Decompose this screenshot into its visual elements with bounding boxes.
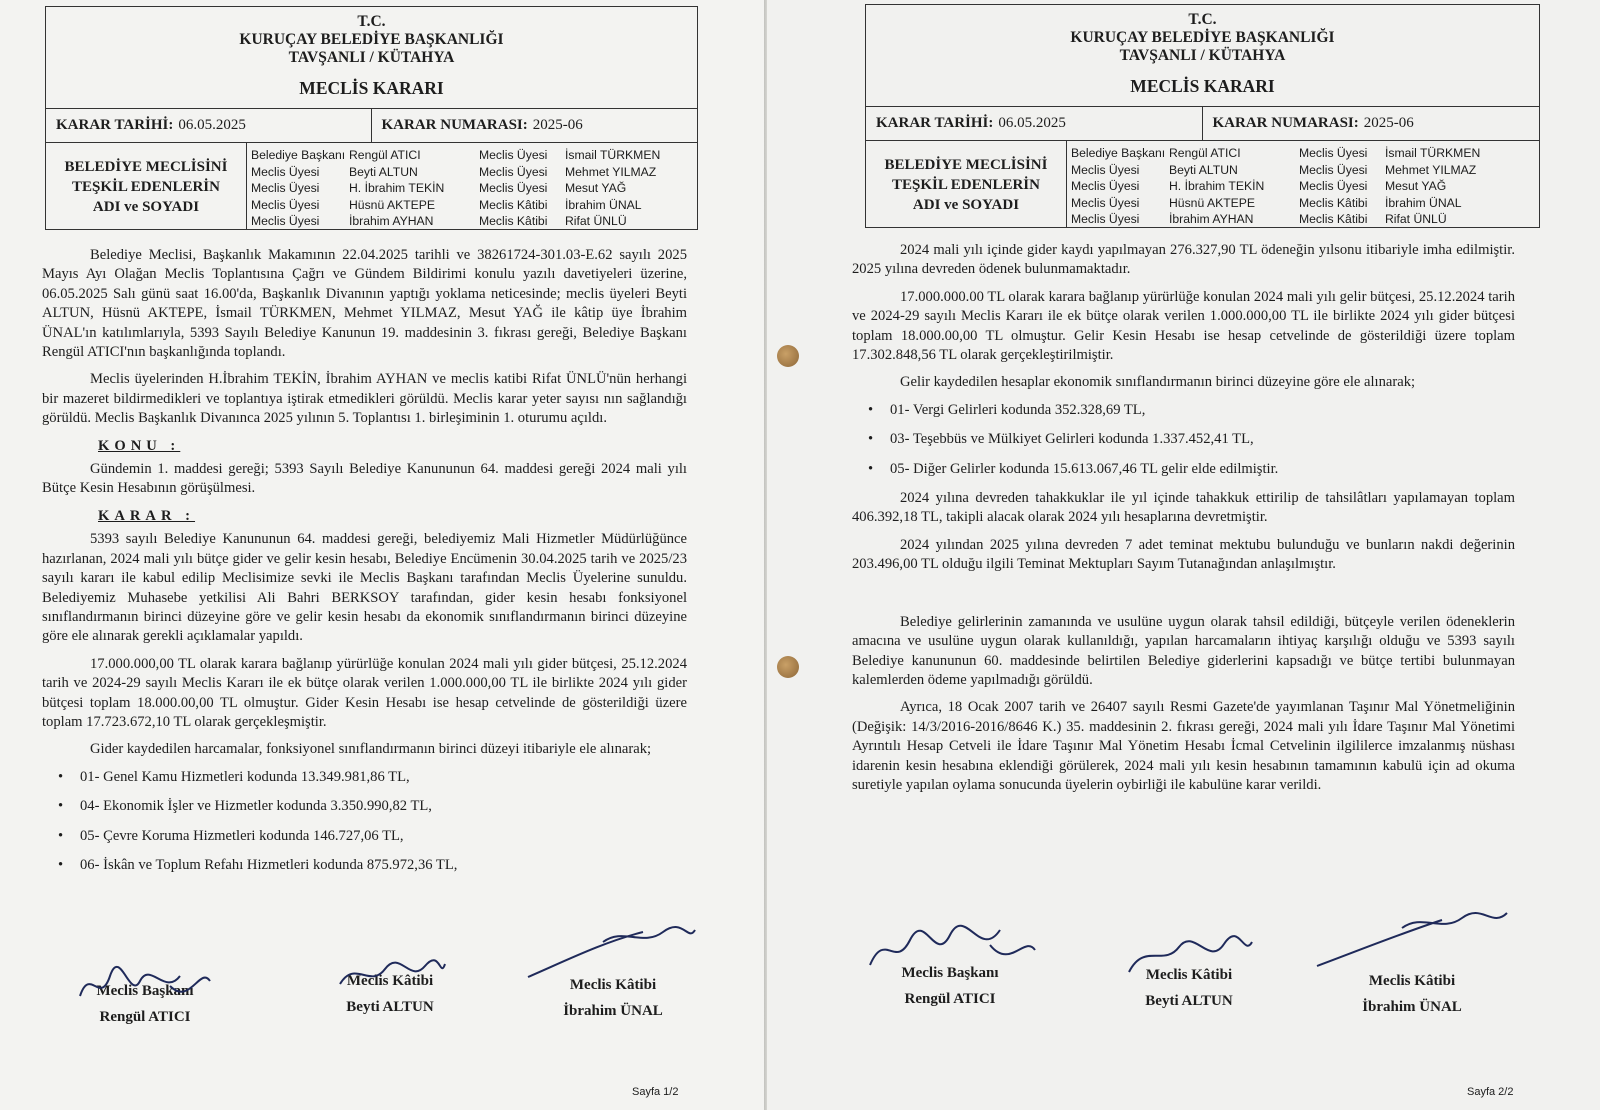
members-grid [1067, 141, 1539, 228]
member-role: Meclis Üyesi [251, 197, 320, 212]
list-item: • 06- İskân ve Toplum Refahı Hizmetleri kodunda 875.972,36 TL, [80, 856, 687, 875]
section-konu: KONU : [98, 437, 181, 454]
paragraph: 2024 mali yılı içinde gider kaydı yapılmayan 276.327,90 TL ödeneğin yılsonu itibariyle imha edilmiştir. 2025 yılına devreden ödenek bulunmamaktadır. [852, 242, 1515, 278]
signature-member [1129, 962, 1249, 1014]
members-label: BELEDİYE MECLİSİNİ TEŞKİL EDENLERİN ADI ve SOYADI [46, 143, 247, 230]
member-name: Mehmet YILMAZ [1385, 162, 1477, 177]
member-name: İbrahim AYHAN [349, 214, 434, 229]
paragraph: Gelir kaydedilen hesaplar ekonomik sınıflandırmanın birinci düzeyine göre ele alınarak; [900, 374, 1416, 391]
list-item: • 01- Genel Kamu Hizmetleri kodunda 13.349.981,86 TL, [80, 768, 687, 787]
paragraph: Gündemin 1. maddesi gereği; 5393 Sayılı Belediye Kanununun 64. maddesi gereği 2024 mali yılı Bütçe Kesin Hesabının görüşülmesi. [42, 461, 687, 497]
member-name: İsmail TÜRKMEN [565, 148, 661, 162]
member-name: Rifat ÜNLÜ [565, 214, 627, 229]
member-role: Meclis Üyesi [479, 148, 548, 162]
signature-scribble [70, 956, 220, 1016]
signature-mayor [80, 978, 210, 1030]
paragraph: Belediye gelirlerinin zamanında ve usulüne uygun olarak tahsil edildiği, bütçeyle verilen ödeneklerin amacına ve usulüne uygun olarak kullanıldığı, yapılan harcamaların ihtiyaç karşılığı olduğu ve 5393 sayılı Belediye kanununun 60. maddesinde belirtilen Belediye giderlerini kapsadığı ve bütçe tertibi bulunmayan kalemlerden ödeme yapılmadığı görüldü. [852, 613, 1515, 688]
punch-hole [777, 656, 799, 678]
org-name: KURUÇAY BELEDİYE BAŞKANLIĞI [1070, 29, 1335, 46]
doc-type: MECLİS KARARI [299, 78, 444, 98]
member-name: İbrahim AYHAN [1169, 212, 1254, 227]
doc-type: MECLİS KARARI [1130, 76, 1275, 96]
decision-meta [866, 107, 1539, 141]
signature-block [0, 960, 764, 1070]
member-role: Meclis Üyesi [1071, 212, 1140, 227]
signature-role: Meclis Başkanı [96, 983, 194, 999]
signature-role: Meclis Başkanı [901, 965, 999, 981]
signature-scribble [330, 954, 450, 994]
signature-block [767, 950, 1600, 1060]
header-box [45, 6, 698, 230]
signature-clerk [548, 972, 678, 1024]
member-name: Mehmet YILMAZ [565, 164, 657, 179]
signature-role: Meclis Kâtibi [346, 973, 434, 989]
signature-role: Meclis Kâtibi [1145, 967, 1233, 983]
signature-member [330, 968, 450, 1020]
decision-date: KARAR TARİHİ: 06.05.2025 [866, 107, 1203, 140]
signature-role: Meclis Kâtibi [1368, 973, 1456, 989]
decision-meta [46, 109, 697, 143]
member-role: Meclis Üyesi [1299, 146, 1368, 160]
member-name: Hüsnü AKTEPE [349, 197, 436, 212]
member-role: Meclis Kâtibi [1299, 212, 1368, 227]
list-item: • 05- Diğer Gelirler kodunda 15.613.067,46 TL gelir elde edilmiştir. [890, 460, 1515, 479]
signature-name: Rengül ATICI [904, 991, 996, 1007]
signature-mayor [885, 960, 1015, 1012]
signature-clerk [1347, 968, 1477, 1020]
header-title [866, 5, 1539, 107]
members-label: BELEDİYE MECLİSİNİ TEŞKİL EDENLERİN ADI ve SOYADI [866, 141, 1067, 228]
member-name: İbrahim ÜNAL [1385, 195, 1462, 210]
signature-name: İbrahim ÜNAL [563, 1003, 663, 1019]
members-grid [247, 143, 697, 230]
signature-role: Meclis Kâtibi [569, 977, 657, 993]
member-name: Rengül ATICI [349, 148, 421, 162]
list-item: • 05- Çevre Koruma Hizmetleri kodunda 146.727,06 TL, [80, 827, 687, 846]
member-role: Meclis Üyesi [251, 181, 320, 196]
decision-date: KARAR TARİHİ: 06.05.2025 [46, 109, 372, 142]
header-title [46, 7, 697, 109]
page1-body [42, 246, 687, 885]
member-name: Beyti ALTUN [1169, 162, 1238, 177]
members-table [46, 143, 697, 230]
member-role: Meclis Üyesi [251, 164, 320, 179]
paragraph: 17.000.000,00 TL olarak karara bağlanıp yürürlüğe konulan 2024 mali yılı gider bütçesi, 25.12.2024 tarih ve 2024-29 sayılı Meclis Kararı ile ek bütçe olarak verilen 1.000.000,00 TL ile birlikte 2024 yılı gider bütçesi toplam 18.000.00,00 TL olmuştur. Gider Kesin Hesabı ise hesap cetvelinde de gösterildiği üzere toplam 17.723.672,10 TL olarak gerçekleşmiştir. [42, 655, 687, 730]
tc-label: T.C. [357, 13, 386, 30]
header-box [865, 4, 1540, 228]
list-item: • 01- Vergi Gelirleri kodunda 352.328,69 TL, [890, 401, 1515, 420]
decision-number: KARAR NUMARASI: 2025-06 [381, 117, 583, 133]
signature-scribble [1124, 932, 1254, 982]
member-name: Rengül ATICI [1169, 146, 1241, 160]
member-name: Beyti ALTUN [349, 164, 418, 179]
paragraph: Gider kaydedilen harcamalar, fonksiyonel sınıflandırmanın birinci düzeyi itibariyle ele alınarak; [90, 741, 652, 758]
member-role: Meclis Üyesi [1071, 195, 1140, 210]
member-role: Meclis Üyesi [1071, 162, 1140, 177]
members-table [866, 141, 1539, 228]
member-role: Meclis Üyesi [251, 214, 320, 229]
org-place: TAVŞANLI / KÜTAHYA [1119, 47, 1286, 64]
signature-name: Beyti ALTUN [346, 999, 434, 1015]
signature-name: İbrahim ÜNAL [1362, 999, 1462, 1015]
member-role: Meclis Üyesi [1299, 162, 1368, 177]
list-item: • 04- Ekonomik İşler ve Hizmetler kodunda 3.350.990,82 TL, [80, 797, 687, 816]
tc-label: T.C. [1188, 11, 1217, 28]
member-role: Meclis Üyesi [479, 164, 548, 179]
signature-scribble [1312, 908, 1512, 968]
page2-body [852, 241, 1515, 803]
paragraph: Ayrıca, 18 Ocak 2007 tarih ve 26407 sayılı Resmi Gazete'de yayımlanan Taşınır Mal Yönetmeliğinin (Değişik: 14/3/2016-2016/8646 K.) 35. maddesinin 2. fıkrası gereği, 2024 mali yılı İdare Taşınır Mal Yönetimi Ayrıntılı Hesap Cetveli ile İdare Taşınır Mal Yönetim Hesabı İcmal Cetvelinin ilgililerce imzalanmış nüshası idarenin kesin hesabına eklendiği görülerek, 2024 mali yılı kesin hesabının tamamının kabulü için ad okuma suretiyle yapılan oylama sonucunda üyelerin oybirliği ile kabulüne karar verildi. [852, 699, 1515, 793]
member-name: Mesut YAĞ [1385, 179, 1447, 194]
org-name: KURUÇAY BELEDİYE BAŞKANLIĞI [239, 31, 504, 48]
member-name: Hüsnü AKTEPE [1169, 195, 1256, 210]
revenue-list [852, 401, 1515, 479]
member-role: Meclis Üyesi [1299, 179, 1368, 194]
member-name: Rifat ÜNLÜ [1385, 212, 1447, 227]
member-name: İsmail TÜRKMEN [1385, 146, 1481, 160]
member-name: Mesut YAĞ [565, 181, 627, 196]
signature-scribble [860, 915, 1040, 985]
paragraph: 5393 sayılı Belediye Kanununun 64. maddesi gereği, belediyemiz Mali Hizmetler Müdürlüğünce hazırlanan, 2024 mali yılı bütçe gider ve gelir kesin hesabı, Belediye Encümenin 30.04.2025 tarih ve 2025/23 sayılı kararı ile kabul edilip Meclisimize sevki ile Meclis Başkanı tarafından Meclis Üyelerine sunuldu. Belediyemiz Muhasebe yetkilisi Ali Bahri BERKSOY tarafından, gider kesin hesabı fonksiyonel sınıflandırmanın birinci düzeyine göre ve gelir kesin hesabı da ekonomik sınıflandırmanın birinci düzeyine göre ele alınarak gerekli açıklamalar yapıldı. [42, 531, 687, 645]
page-number: Sayfa 2/2 [1467, 1086, 1514, 1098]
signature-scribble [523, 922, 703, 982]
punch-hole [777, 345, 799, 367]
signature-name: Rengül ATICI [99, 1009, 191, 1025]
member-role: Meclis Kâtibi [479, 214, 548, 229]
member-name: H. İbrahim TEKİN [349, 181, 445, 196]
member-name: H. İbrahim TEKİN [1169, 179, 1265, 194]
paragraph: 2024 yılından 2025 yılına devreden 7 adet teminat mektubu bulunduğu ve bunların nakdi değerinin 203.496,00 TL olduğu ilgili Teminat Mektupları Sayım Tutanağından anlaşılmıştır. [852, 536, 1515, 573]
member-name: İbrahim ÜNAL [565, 197, 642, 212]
member-role: Meclis Üyesi [479, 181, 548, 196]
paragraph: 2024 yılına devreden tahakkuklar ile yıl içinde tahakkuk ettirilip de tahsilâtları yapılamayan toplam 406.392,18 TL, takipli alacak olarak 2024 yılı hesaplarına devretmiştir. [852, 490, 1515, 526]
member-role: Belediye Başkanı [1071, 146, 1166, 160]
org-place: TAVŞANLI / KÜTAHYA [288, 49, 455, 66]
paragraph: 17.000.000.00 TL olarak karara bağlanıp yürürlüğe konulan 2024 mali yılı gelir bütçesi, 25.12.2024 tarih ve 2024-29 sayılı Meclis Kararı ile ek bütçe olarak verilen 1.000.000,00 TL ile birlikte 2024 yılı gider bütçesi toplam 18.000.00,00 TL olmuştur. Gelir Kesin Hesabı ise hesap cetvelinde de gösterildiği üzere toplam 17.302.848,56 TL olarak gerçekleştirilmiştir. [852, 288, 1515, 364]
paragraph: Belediye Meclisi, Başkanlık Makamının 22.04.2025 tarihli ve 38261724-301.03-E.62 sayılı 2025 Mayıs Ayı Olağan Meclis Toplantısına Çağrı ve Gündem Bildirimi konulu yazılı davetiyeleri üzerine, 06.05.2025 Salı günü saat 16.00'da, Başkanlık Divanının yaptığı yoklama neticesinde; meclis üyeleri Beyti ALTUN, Hüsnü AKTEPE, İsmail TÜRKMEN, Mehmet YILMAZ, Mesut YAĞ ile kâtip üye İbrahim ÜNAL'ın katılımlarıyla, 5393 Sayılı Belediye Kanunun 19. maddesinin 3. fıkrası gereği, Belediye Başkanı Rengül ATICI'nın başkanlığında toplandı. [42, 247, 687, 361]
document-page-2 [767, 0, 1600, 1110]
signature-name: Beyti ALTUN [1145, 993, 1233, 1009]
expense-list [42, 768, 687, 876]
page-number: Sayfa 1/2 [632, 1086, 679, 1098]
member-role: Belediye Başkanı [251, 148, 346, 162]
member-role: Meclis Üyesi [1071, 179, 1140, 194]
member-role: Meclis Kâtibi [479, 197, 548, 212]
member-role: Meclis Kâtibi [1299, 195, 1368, 210]
document-page-1 [0, 0, 764, 1110]
section-karar: KARAR : [98, 507, 196, 524]
paragraph: Meclis üyelerinden H.İbrahim TEKİN, İbrahim AYHAN ve meclis katibi Rifat ÜNLÜ'nün herhangi bir mazeret bildirmedikleri ve toplantıya iştirak etmedikleri görüldü. Meclis karar yeter sayısı nın sağlandığı görüldü. Meclis Başkanlık Divanınca 2025 yılının 5. Toplantısı 1. birleşiminin 1. oturumu açıldı. [42, 371, 687, 427]
decision-number: KARAR NUMARASI: 2025-06 [1212, 115, 1414, 131]
list-item: • 03- Teşebbüs ve Mülkiyet Gelirleri kodunda 1.337.452,41 TL, [890, 430, 1515, 449]
